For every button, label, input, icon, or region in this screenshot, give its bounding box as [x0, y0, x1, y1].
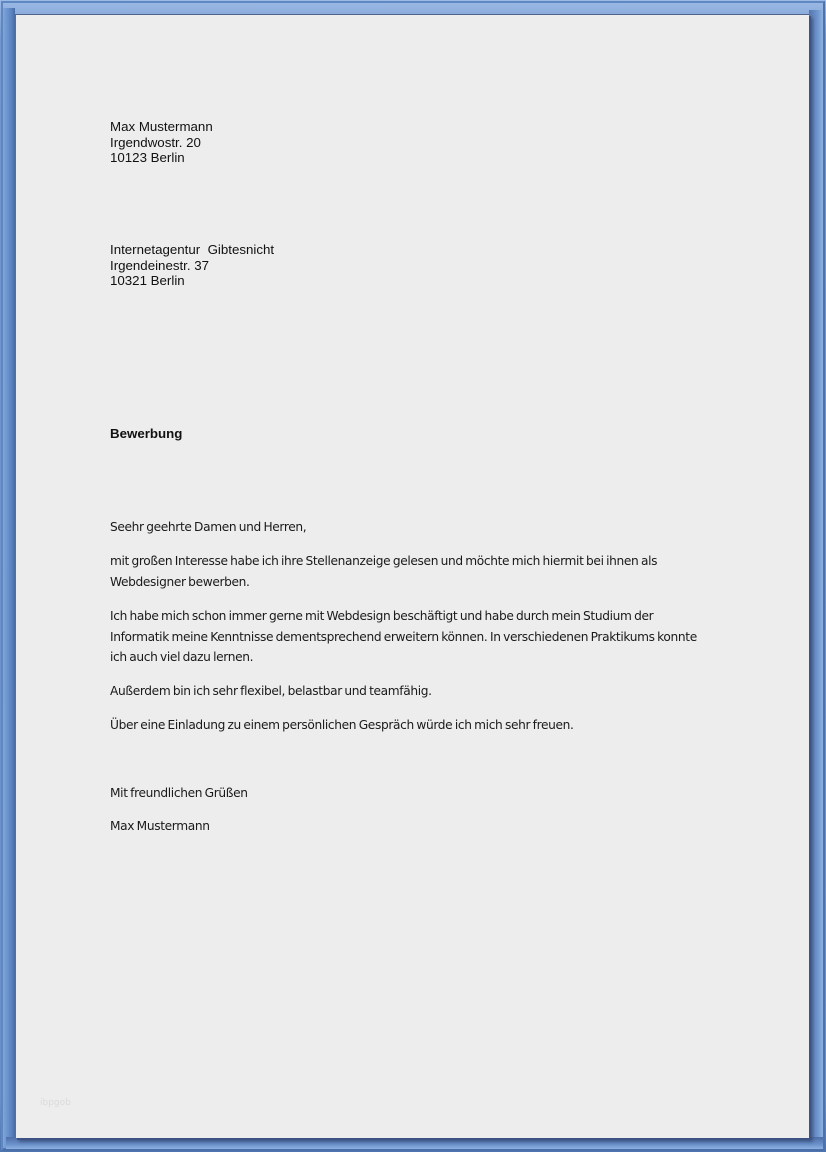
sender-street: Irgendwostr. 20: [110, 134, 201, 150]
recipient-city: 10321 Berlin: [110, 273, 185, 288]
body-paragraph: mit großen Interesse habe ich ihre Stellenanzeige gelesen und möchte mich hiermit bei ihnen als Webdesigner bewerben.: [110, 554, 658, 589]
letter-subject: Bewerbung: [110, 426, 183, 441]
salutation: Seehr geehrte Damen und Herren,: [110, 520, 307, 534]
watermark: ibpgob: [40, 1098, 71, 1108]
sender-address-block: [110, 119, 213, 166]
recipient-address-block: [110, 242, 274, 289]
document-page: [15, 14, 809, 1138]
body-paragraph: Außerdem bin ich sehr flexibel, belastbar und teamfähig.: [110, 684, 432, 698]
body-paragraph: Ich habe mich schon immer gerne mit Webdesign beschäftigt und habe durch mein Studium der Informatik meine Kenntnisse dementsprechend erweitern können. In verschiedenen Praktikums konnte ich auch viel dazu lernen.: [110, 609, 697, 664]
signature: Max Mustermann: [110, 819, 210, 833]
sender-city: 10123 Berlin: [110, 150, 185, 165]
recipient-company: Internetagentur Gibtesnicht: [110, 242, 275, 257]
recipient-street: Irgendeinestr. 37: [110, 257, 210, 273]
body-paragraph: Über eine Einladung zu einem persönlichen Gespräch würde ich mich sehr freuen.: [110, 718, 574, 732]
sender-name: Max Mustermann: [110, 119, 213, 134]
closing: Mit freundlichen Grüßen: [110, 786, 248, 800]
